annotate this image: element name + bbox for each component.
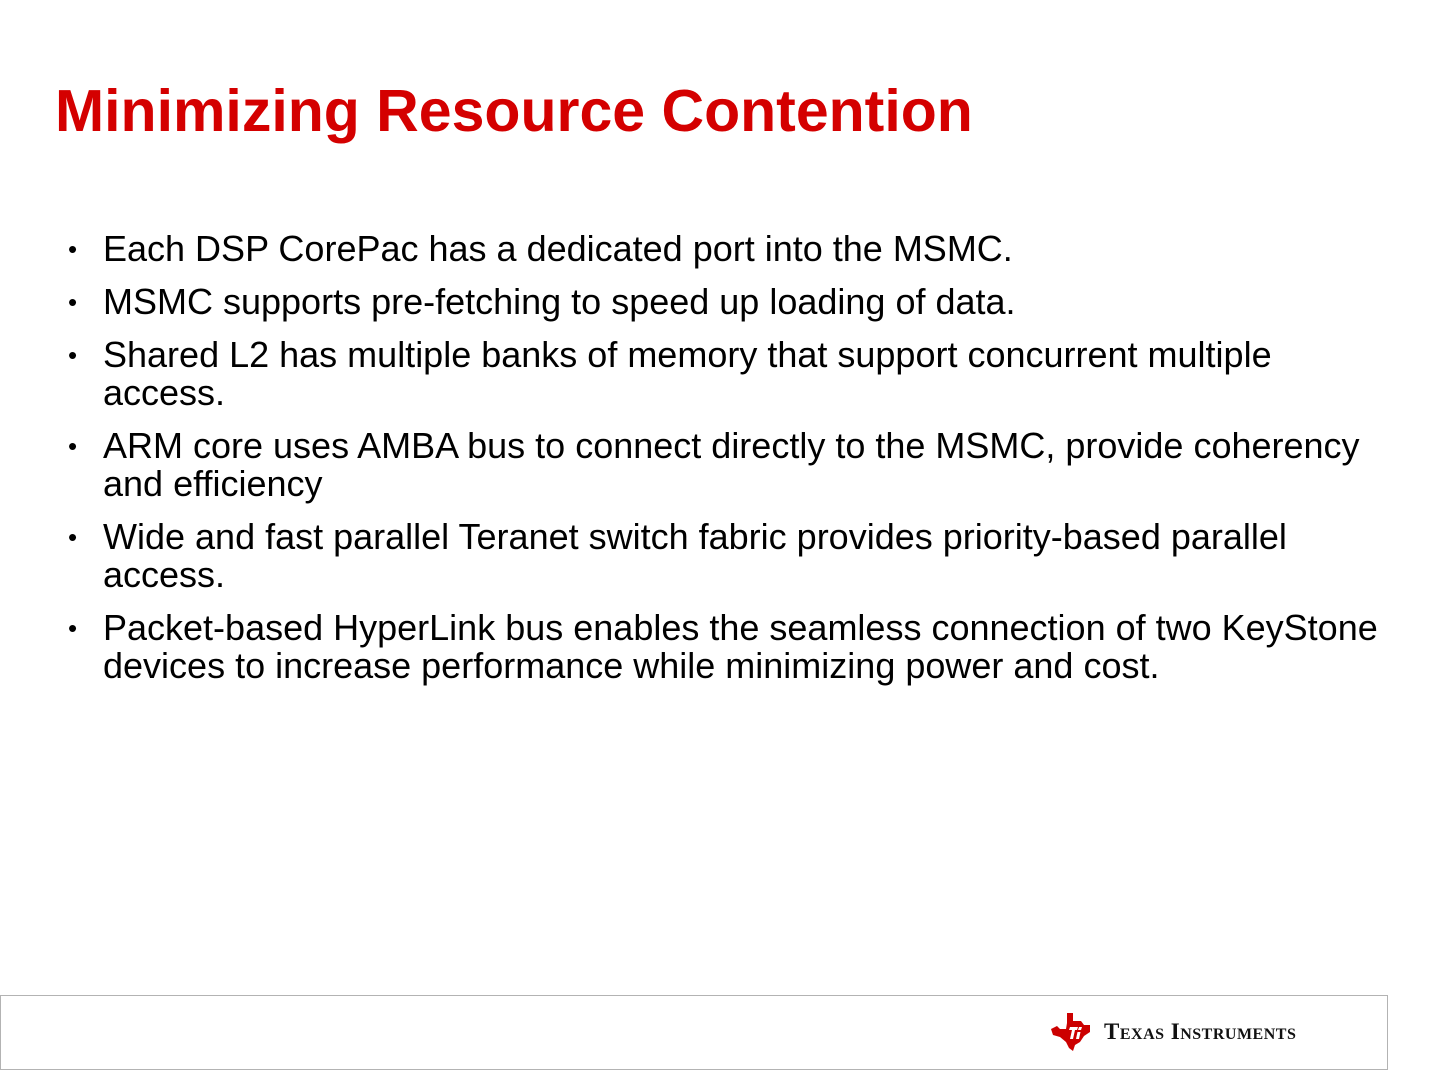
bullet-icon: • xyxy=(68,234,78,264)
bullet-item xyxy=(68,283,1388,321)
bullet-text: Shared L2 has multiple banks of memory that support concurrent multiple access. xyxy=(103,334,1272,413)
bullet-list xyxy=(68,230,1388,700)
slide-title: Minimizing Resource Contention xyxy=(55,78,973,144)
bullet-icon: • xyxy=(68,340,78,370)
bullet-text: Packet-based HyperLink bus enables the seamless connection of two KeyStone devices to increase performance while minimizing power and cost. xyxy=(103,607,1378,686)
texas-instruments-logo-icon xyxy=(1050,1012,1092,1052)
bullet-item xyxy=(68,427,1388,503)
bullet-item xyxy=(68,230,1388,268)
bullet-text: Wide and fast parallel Teranet switch fabric provides priority-based parallel access. xyxy=(103,516,1287,595)
bullet-text: ARM core uses AMBA bus to connect directly to the MSMC, provide coherency and efficiency xyxy=(103,425,1360,504)
bullet-item xyxy=(68,336,1388,412)
bullet-icon: • xyxy=(68,431,78,461)
bullet-icon: • xyxy=(68,613,78,643)
bullet-icon: • xyxy=(68,522,78,552)
bullet-item xyxy=(68,518,1388,594)
ti-logo xyxy=(1050,1012,1296,1052)
bullet-icon: • xyxy=(68,287,78,317)
logo-text: Texas Instruments xyxy=(1104,1019,1297,1044)
bullet-item xyxy=(68,609,1388,685)
bullet-text: Each DSP CorePac has a dedicated port into the MSMC. xyxy=(103,228,1013,269)
bullet-text: MSMC supports pre-fetching to speed up loading of data. xyxy=(103,281,1016,322)
